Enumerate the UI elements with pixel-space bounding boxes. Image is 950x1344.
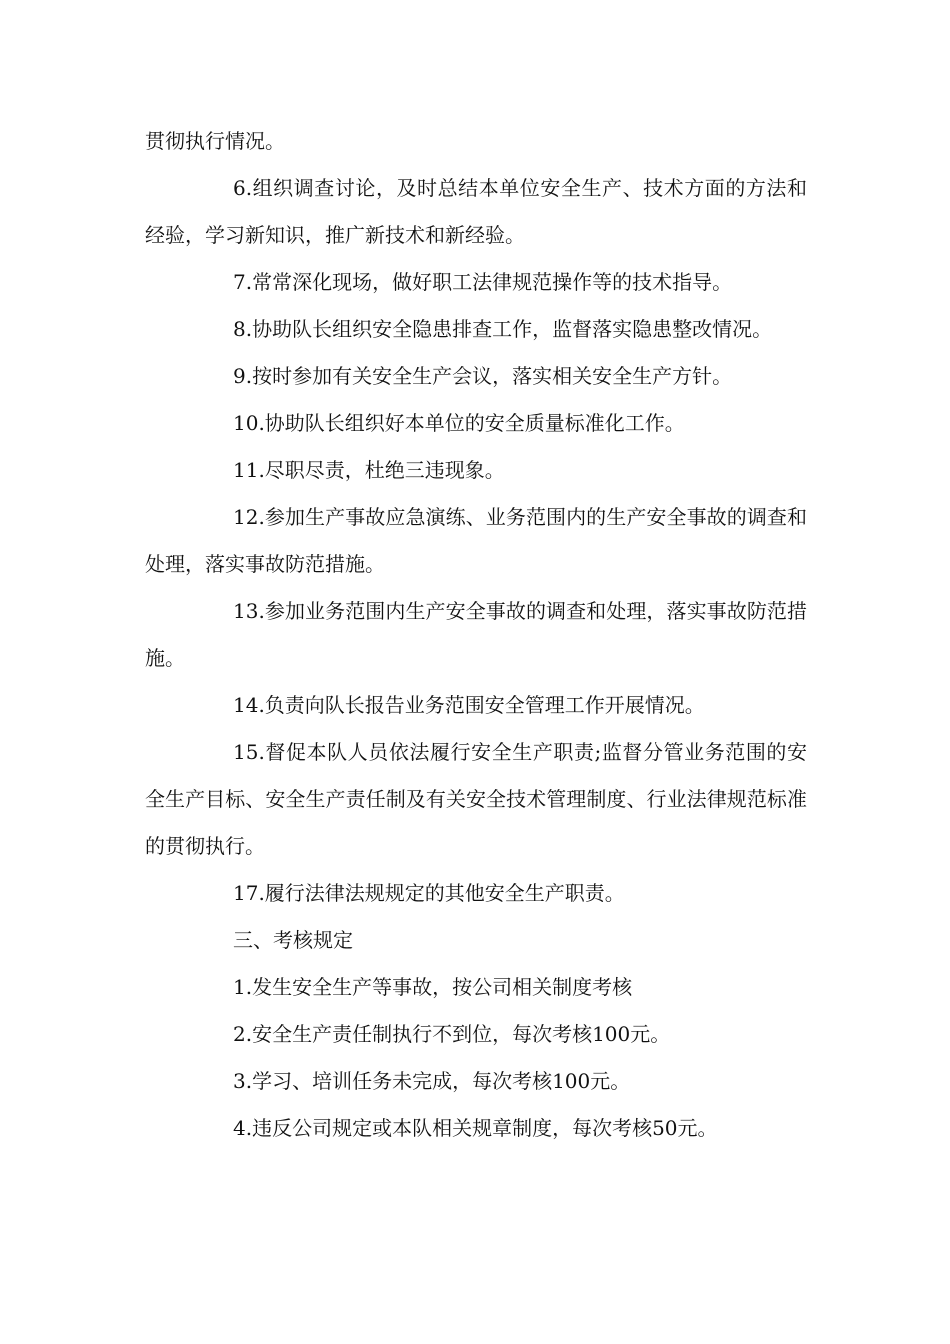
- paragraph-item-17: 17.履行法律法规规定的其他安全生产职责。: [233, 881, 625, 905]
- paragraph-item-6: 6.组织调查讨论，及时总结本单位安全生产、技术方面的方法和经验，学习新知识，推广新技术和新经验。: [145, 176, 807, 247]
- assessment-item-1: 1.发生安全生产等事故，按公司相关制度考核: [233, 975, 633, 999]
- paragraph-item-13: 13.参加业务范围内生产安全事故的调查和处理，落实事故防范措施。: [145, 599, 807, 670]
- paragraph-item-12: 12.参加生产事故应急演练、业务范围内的生产安全事故的调查和处理，落实事故防范措施。: [145, 505, 807, 576]
- paragraph-item-8: 8.协助队长组织安全隐患排查工作，监督落实隐患整改情况。: [233, 317, 773, 341]
- paragraph-continuation: 贯彻执行情况。: [145, 129, 285, 153]
- paragraph-item-7: 7.常常深化现场，做好职工法律规范操作等的技术指导。: [233, 270, 733, 294]
- assessment-item-4: 4.违反公司规定或本队相关规章制度，每次考核50元。: [233, 1116, 718, 1140]
- document-body: [145, 118, 807, 1152]
- assessment-item-3: 3.学习、培训任务未完成，每次考核100元。: [233, 1069, 631, 1093]
- section-heading-assessment: 三、考核规定: [233, 928, 353, 952]
- paragraph-item-10: 10.协助队长组织好本单位的安全质量标准化工作。: [233, 411, 685, 435]
- paragraph-item-14: 14.负责向队长报告业务范围安全管理工作开展情况。: [233, 693, 705, 717]
- paragraph-item-9: 9.按时参加有关安全生产会议，落实相关安全生产方针。: [233, 364, 733, 388]
- assessment-item-2: 2.安全生产责任制执行不到位，每次考核100元。: [233, 1022, 671, 1046]
- paragraph-item-15: 15.督促本队人员依法履行安全生产职责;监督分管业务范围的安全生产目标、安全生产责任制及有关安全技术管理制度、行业法律规范标准的贯彻执行。: [145, 740, 807, 858]
- paragraph-item-11: 11.尽职尽责，杜绝三违现象。: [233, 458, 505, 482]
